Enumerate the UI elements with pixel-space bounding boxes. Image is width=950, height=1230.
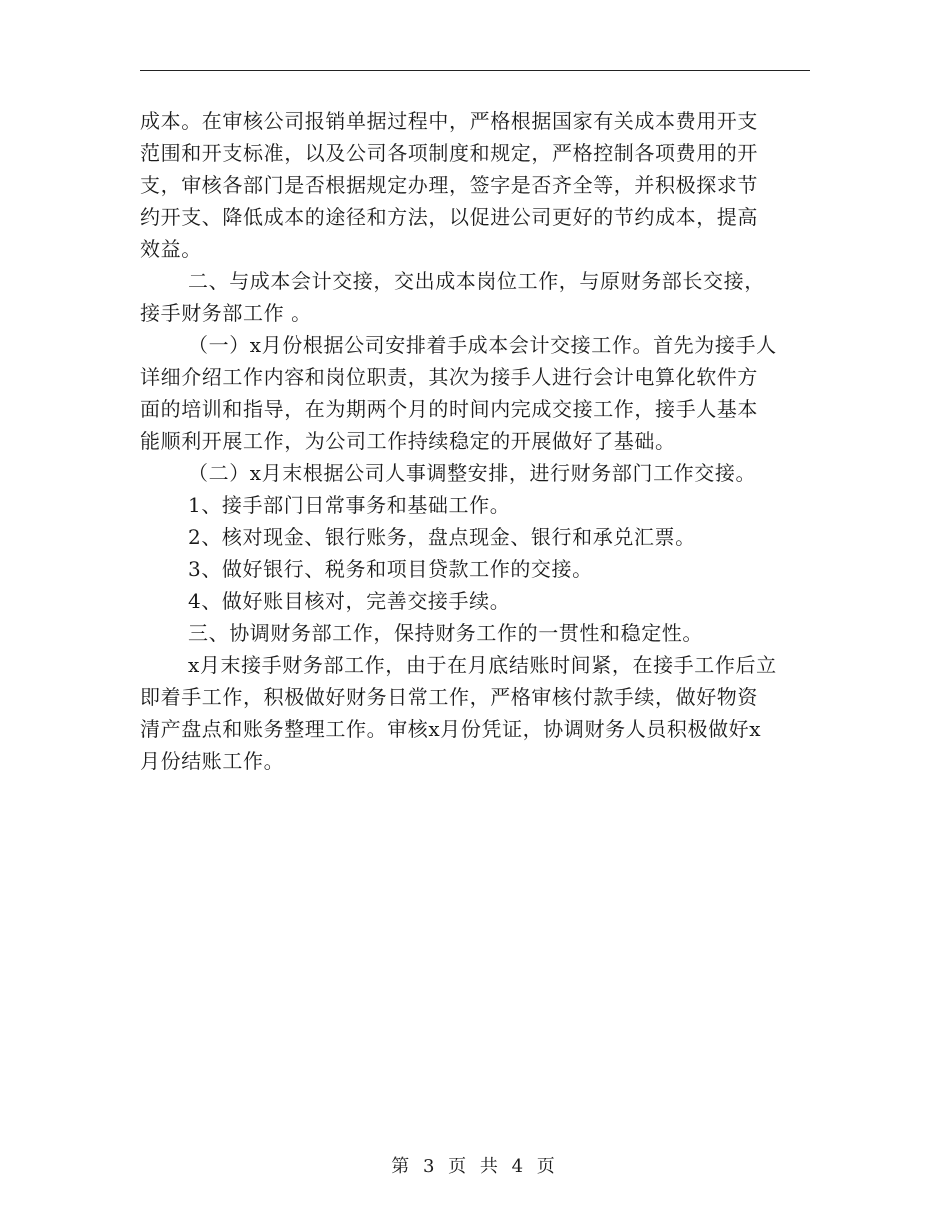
- text-line: 清产盘点和账务整理工作。审核x月份凭证，协调财务人员积极做好x: [140, 717, 762, 741]
- text-line: 约开支、降低成本的途径和方法，以促进公司更好的节约成本，提高: [140, 205, 758, 229]
- section-heading: 二、与成本会计交接，交出成本岗位工作，与原财务部长交接，: [188, 269, 765, 293]
- list-item: 4、做好账目核对，完善交接手续。: [188, 589, 511, 613]
- text-line: 面的培训和指导，在为期两个月的时间内完成交接工作，接手人基本: [140, 397, 758, 421]
- header-rule: [140, 70, 810, 71]
- page-number-footer: 第 3 页 共 4 页: [391, 1156, 559, 1177]
- list-item: 2、核对现金、银行账务，盘点现金、银行和承兑汇票。: [188, 525, 696, 549]
- text-line: 效益。: [140, 237, 202, 261]
- document-body: [140, 105, 810, 777]
- text-line: 详细介绍工作内容和岗位职责，其次为接手人进行会计电算化软件方: [140, 365, 758, 389]
- text-line: 能顺利开展工作，为公司工作持续稳定的开展做好了基础。: [140, 429, 676, 453]
- list-item: 3、做好银行、税务和项目贷款工作的交接。: [188, 557, 593, 581]
- text-line: 范围和开支标准，以及公司各项制度和规定，严格控制各项费用的开: [140, 141, 758, 165]
- list-item: 1、接手部门日常事务和基础工作。: [188, 493, 511, 517]
- text-line: 月份结账工作。: [140, 749, 285, 773]
- subsection-heading: （一）x月份根据公司安排着手成本会计交接工作。首先为接手人: [188, 333, 777, 357]
- subsection-heading: （二）x月末根据公司人事调整安排，进行财务部门工作交接。: [188, 461, 757, 485]
- text-line: 接手财务部工作 。: [140, 301, 312, 325]
- text-line: x月末接手财务部工作，由于在月底结账时间紧，在接手工作后立: [188, 653, 777, 677]
- section-heading: 三、协调财务部工作，保持财务工作的一贯性和稳定性。: [188, 621, 703, 645]
- text-line: 支，审核各部门是否根据规定办理，签字是否齐全等，并积极探求节: [140, 173, 758, 197]
- text-line: 成本。在审核公司报销单据过程中，严格根据国家有关成本费用开支: [140, 109, 758, 133]
- text-line: 即着手工作，积极做好财务日常工作，严格审核付款手续，做好物资: [140, 685, 758, 709]
